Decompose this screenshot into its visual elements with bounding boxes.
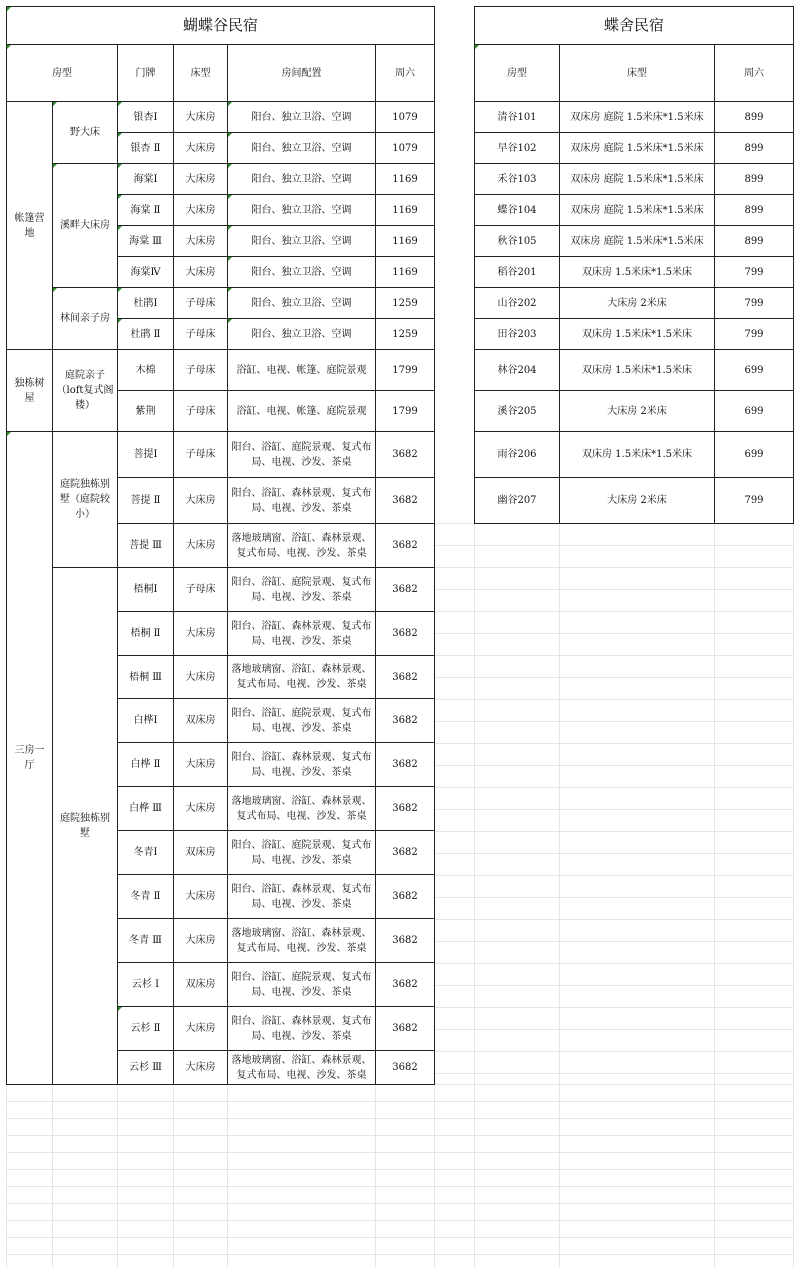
- bed-cell: 子母床: [174, 432, 228, 478]
- price-cell: 3682: [376, 656, 435, 699]
- room-cell: 雨谷206: [475, 432, 560, 478]
- price-cell: 1079: [376, 102, 435, 133]
- price-cell: 3682: [376, 919, 435, 963]
- price-cell: 3682: [376, 568, 435, 612]
- price-cell: 899: [715, 164, 794, 195]
- door-cell: 菩提 Ⅱ: [118, 478, 174, 524]
- config-cell: 阳台、浴缸、庭院景观、复式布局、电视、沙发、茶桌: [228, 432, 376, 478]
- room-type-cell: 溪畔大床房: [53, 164, 118, 288]
- bed-cell: 大床房: [174, 875, 228, 919]
- bed-cell: 双床房: [174, 963, 228, 1007]
- config-cell: 阳台、浴缸、森林景观、复式布局、电视、沙发、茶桌: [228, 1007, 376, 1051]
- room-cell: 山谷202: [475, 288, 560, 319]
- bed-cell: 大床房 2米床: [560, 391, 715, 432]
- table-row: [475, 350, 794, 391]
- config-cell: 阳台、独立卫浴、空调: [228, 164, 376, 195]
- category-cell: 独栋树屋: [7, 350, 53, 432]
- butterfly-valley-table: [6, 6, 435, 1085]
- door-cell: 菩提Ⅰ: [118, 432, 174, 478]
- table-row: [475, 257, 794, 288]
- table-row: [7, 164, 435, 195]
- room-type-cell: 庭院亲子（loft复式阁楼）: [53, 350, 118, 432]
- table-row: [475, 391, 794, 432]
- room-cell: 秋谷105: [475, 226, 560, 257]
- door-cell: 银杏 Ⅱ: [118, 133, 174, 164]
- table-row: [475, 164, 794, 195]
- price-cell: 699: [715, 432, 794, 478]
- bed-cell: 双床房 1.5米床*1.5米床: [560, 257, 715, 288]
- price-cell: 3682: [376, 524, 435, 568]
- table-row: [7, 568, 435, 612]
- door-cell: 紫荆: [118, 391, 174, 432]
- config-cell: 阳台、独立卫浴、空调: [228, 226, 376, 257]
- price-cell: 1259: [376, 319, 435, 350]
- door-cell: 冬青Ⅰ: [118, 831, 174, 875]
- table-row: [475, 288, 794, 319]
- bed-cell: 大床房: [174, 195, 228, 226]
- door-cell: 梧桐 Ⅱ: [118, 612, 174, 656]
- bed-cell: 大床房: [174, 656, 228, 699]
- header-bed: 床型: [560, 45, 715, 102]
- bed-cell: 子母床: [174, 288, 228, 319]
- config-cell: 阳台、独立卫浴、空调: [228, 102, 376, 133]
- price-cell: 3682: [376, 1051, 435, 1085]
- config-cell: 阳台、独立卫浴、空调: [228, 195, 376, 226]
- config-cell: 落地玻璃窗、浴缸、森林景观、复式布局、电视、沙发、茶桌: [228, 656, 376, 699]
- bed-cell: 大床房: [174, 1007, 228, 1051]
- room-cell: 溪谷205: [475, 391, 560, 432]
- room-cell: 早谷102: [475, 133, 560, 164]
- table-row: [475, 195, 794, 226]
- header-door: 门牌: [118, 45, 174, 102]
- config-cell: 阳台、独立卫浴、空调: [228, 257, 376, 288]
- price-cell: 899: [715, 102, 794, 133]
- bed-cell: 大床房: [174, 478, 228, 524]
- door-cell: 杜鹃 Ⅱ: [118, 319, 174, 350]
- header-room-type: 房型: [475, 45, 560, 102]
- price-cell: 3682: [376, 699, 435, 743]
- door-cell: 木棉: [118, 350, 174, 391]
- price-cell: 3682: [376, 1007, 435, 1051]
- bed-cell: 双床房 庭院 1.5米床*1.5米床: [560, 164, 715, 195]
- price-cell: 3682: [376, 963, 435, 1007]
- door-cell: 菩提 Ⅲ: [118, 524, 174, 568]
- room-type-cell: 庭院独栋别墅: [53, 568, 118, 1085]
- price-cell: 3682: [376, 612, 435, 656]
- door-cell: 杜鹃Ⅰ: [118, 288, 174, 319]
- price-cell: 3682: [376, 787, 435, 831]
- config-cell: 阳台、独立卫浴、空调: [228, 319, 376, 350]
- config-cell: 阳台、独立卫浴、空调: [228, 288, 376, 319]
- header-config: 房间配置: [228, 45, 376, 102]
- config-cell: 阳台、浴缸、森林景观、复式布局、电视、沙发、茶桌: [228, 743, 376, 787]
- room-cell: 幽谷207: [475, 478, 560, 524]
- door-cell: 银杏Ⅰ: [118, 102, 174, 133]
- door-cell: 白桦Ⅰ: [118, 699, 174, 743]
- room-type-cell: 野大床: [53, 102, 118, 164]
- bed-cell: 双床房 1.5米床*1.5米床: [560, 350, 715, 391]
- price-cell: 699: [715, 391, 794, 432]
- room-type-cell: 林间亲子房: [53, 288, 118, 350]
- price-cell: 899: [715, 195, 794, 226]
- room-cell: 林谷204: [475, 350, 560, 391]
- table-title: 蝶舍民宿: [475, 7, 794, 45]
- price-cell: 3682: [376, 831, 435, 875]
- bed-cell: 双床房: [174, 699, 228, 743]
- header-saturday: 周六: [376, 45, 435, 102]
- bed-cell: 大床房: [174, 102, 228, 133]
- bed-cell: 大床房: [174, 919, 228, 963]
- table-row: [475, 133, 794, 164]
- price-cell: 799: [715, 257, 794, 288]
- config-cell: 阳台、浴缸、庭院景观、复式布局、电视、沙发、茶桌: [228, 831, 376, 875]
- bed-cell: 双床房 1.5米床*1.5米床: [560, 319, 715, 350]
- bed-cell: 大床房: [174, 612, 228, 656]
- price-cell: 1169: [376, 257, 435, 288]
- price-cell: 799: [715, 288, 794, 319]
- table-row: [7, 288, 435, 319]
- header-saturday: 周六: [715, 45, 794, 102]
- config-cell: 阳台、浴缸、庭院景观、复式布局、电视、沙发、茶桌: [228, 963, 376, 1007]
- price-cell: 3682: [376, 743, 435, 787]
- door-cell: 冬青 Ⅱ: [118, 875, 174, 919]
- table-row: [475, 432, 794, 478]
- price-cell: 1169: [376, 226, 435, 257]
- price-cell: 799: [715, 478, 794, 524]
- door-cell: 梧桐 Ⅲ: [118, 656, 174, 699]
- config-cell: 阳台、浴缸、森林景观、复式布局、电视、沙发、茶桌: [228, 875, 376, 919]
- butterfly-lodge-table: [474, 6, 794, 524]
- price-cell: 1169: [376, 164, 435, 195]
- config-cell: 阳台、浴缸、庭院景观、复式布局、电视、沙发、茶桌: [228, 699, 376, 743]
- table-row: [7, 102, 435, 133]
- bed-cell: 双床房 庭院 1.5米床*1.5米床: [560, 226, 715, 257]
- category-cell: 三房一厅: [7, 432, 53, 1085]
- config-cell: 浴缸、电视、帐篷、庭院景观: [228, 391, 376, 432]
- door-cell: 云杉 Ⅲ: [118, 1051, 174, 1085]
- door-cell: 白桦 Ⅱ: [118, 743, 174, 787]
- price-cell: 1079: [376, 133, 435, 164]
- bed-cell: 子母床: [174, 391, 228, 432]
- room-cell: 禾谷103: [475, 164, 560, 195]
- config-cell: 阳台、独立卫浴、空调: [228, 133, 376, 164]
- header-room-type: 房型: [7, 45, 118, 102]
- bed-cell: 大床房: [174, 787, 228, 831]
- bed-cell: 大床房 2米床: [560, 478, 715, 524]
- bed-cell: 子母床: [174, 568, 228, 612]
- door-cell: 冬青 Ⅲ: [118, 919, 174, 963]
- config-cell: 阳台、浴缸、森林景观、复式布局、电视、沙发、茶桌: [228, 612, 376, 656]
- bed-cell: 双床房 庭院 1.5米床*1.5米床: [560, 133, 715, 164]
- bed-cell: 双床房 庭院 1.5米床*1.5米床: [560, 102, 715, 133]
- bed-cell: 双床房: [174, 831, 228, 875]
- table-row: [475, 102, 794, 133]
- config-cell: 浴缸、电视、帐篷、庭院景观: [228, 350, 376, 391]
- bed-cell: 大床房: [174, 226, 228, 257]
- bed-cell: 大床房: [174, 1051, 228, 1085]
- door-cell: 白桦 Ⅲ: [118, 787, 174, 831]
- room-type-cell: 庭院独栋别墅（庭院较小）: [53, 432, 118, 568]
- bed-cell: 子母床: [174, 319, 228, 350]
- room-cell: 田谷203: [475, 319, 560, 350]
- config-cell: 落地玻璃窗、浴缸、森林景观、复式布局、电视、沙发、茶桌: [228, 524, 376, 568]
- table-row: [475, 319, 794, 350]
- bed-cell: 大床房: [174, 164, 228, 195]
- bed-cell: 大床房: [174, 133, 228, 164]
- table-row: [475, 478, 794, 524]
- config-cell: 落地玻璃窗、浴缸、森林景观、复式布局、电视、沙发、茶桌: [228, 787, 376, 831]
- room-cell: 稻谷201: [475, 257, 560, 288]
- bed-cell: 大床房 2米床: [560, 288, 715, 319]
- price-cell: 799: [715, 319, 794, 350]
- door-cell: 海棠 Ⅲ: [118, 226, 174, 257]
- price-cell: 1799: [376, 391, 435, 432]
- door-cell: 云杉 Ⅰ: [118, 963, 174, 1007]
- bed-cell: 子母床: [174, 350, 228, 391]
- door-cell: 海棠Ⅰ: [118, 164, 174, 195]
- config-cell: 阳台、浴缸、森林景观、复式布局、电视、沙发、茶桌: [228, 478, 376, 524]
- table-row: [7, 350, 435, 391]
- config-cell: 落地玻璃窗、浴缸、森林景观、复式布局、电视、沙发、茶桌: [228, 919, 376, 963]
- door-cell: 海棠Ⅳ: [118, 257, 174, 288]
- table-row: [475, 226, 794, 257]
- config-cell: 落地玻璃窗、浴缸、森林景观、复式布局、电视、沙发、茶桌: [228, 1051, 376, 1085]
- price-cell: 899: [715, 133, 794, 164]
- bed-cell: 大床房: [174, 743, 228, 787]
- category-cell: 帐篷营地: [7, 102, 53, 350]
- price-cell: 899: [715, 226, 794, 257]
- price-cell: 1799: [376, 350, 435, 391]
- price-cell: 3682: [376, 432, 435, 478]
- price-cell: 1259: [376, 288, 435, 319]
- table-title: 蝴蝶谷民宿: [7, 7, 435, 45]
- door-cell: 梧桐Ⅰ: [118, 568, 174, 612]
- door-cell: 云杉 Ⅱ: [118, 1007, 174, 1051]
- room-cell: 蝶谷104: [475, 195, 560, 226]
- price-cell: 3682: [376, 875, 435, 919]
- room-cell: 清谷101: [475, 102, 560, 133]
- bed-cell: 大床房: [174, 524, 228, 568]
- price-cell: 699: [715, 350, 794, 391]
- header-bed: 床型: [174, 45, 228, 102]
- config-cell: 阳台、浴缸、庭院景观、复式布局、电视、沙发、茶桌: [228, 568, 376, 612]
- price-cell: 3682: [376, 478, 435, 524]
- table-row: [7, 432, 435, 478]
- door-cell: 海棠 Ⅱ: [118, 195, 174, 226]
- price-cell: 1169: [376, 195, 435, 226]
- bed-cell: 大床房: [174, 257, 228, 288]
- bed-cell: 双床房 庭院 1.5米床*1.5米床: [560, 195, 715, 226]
- bed-cell: 双床房 1.5米床*1.5米床: [560, 432, 715, 478]
